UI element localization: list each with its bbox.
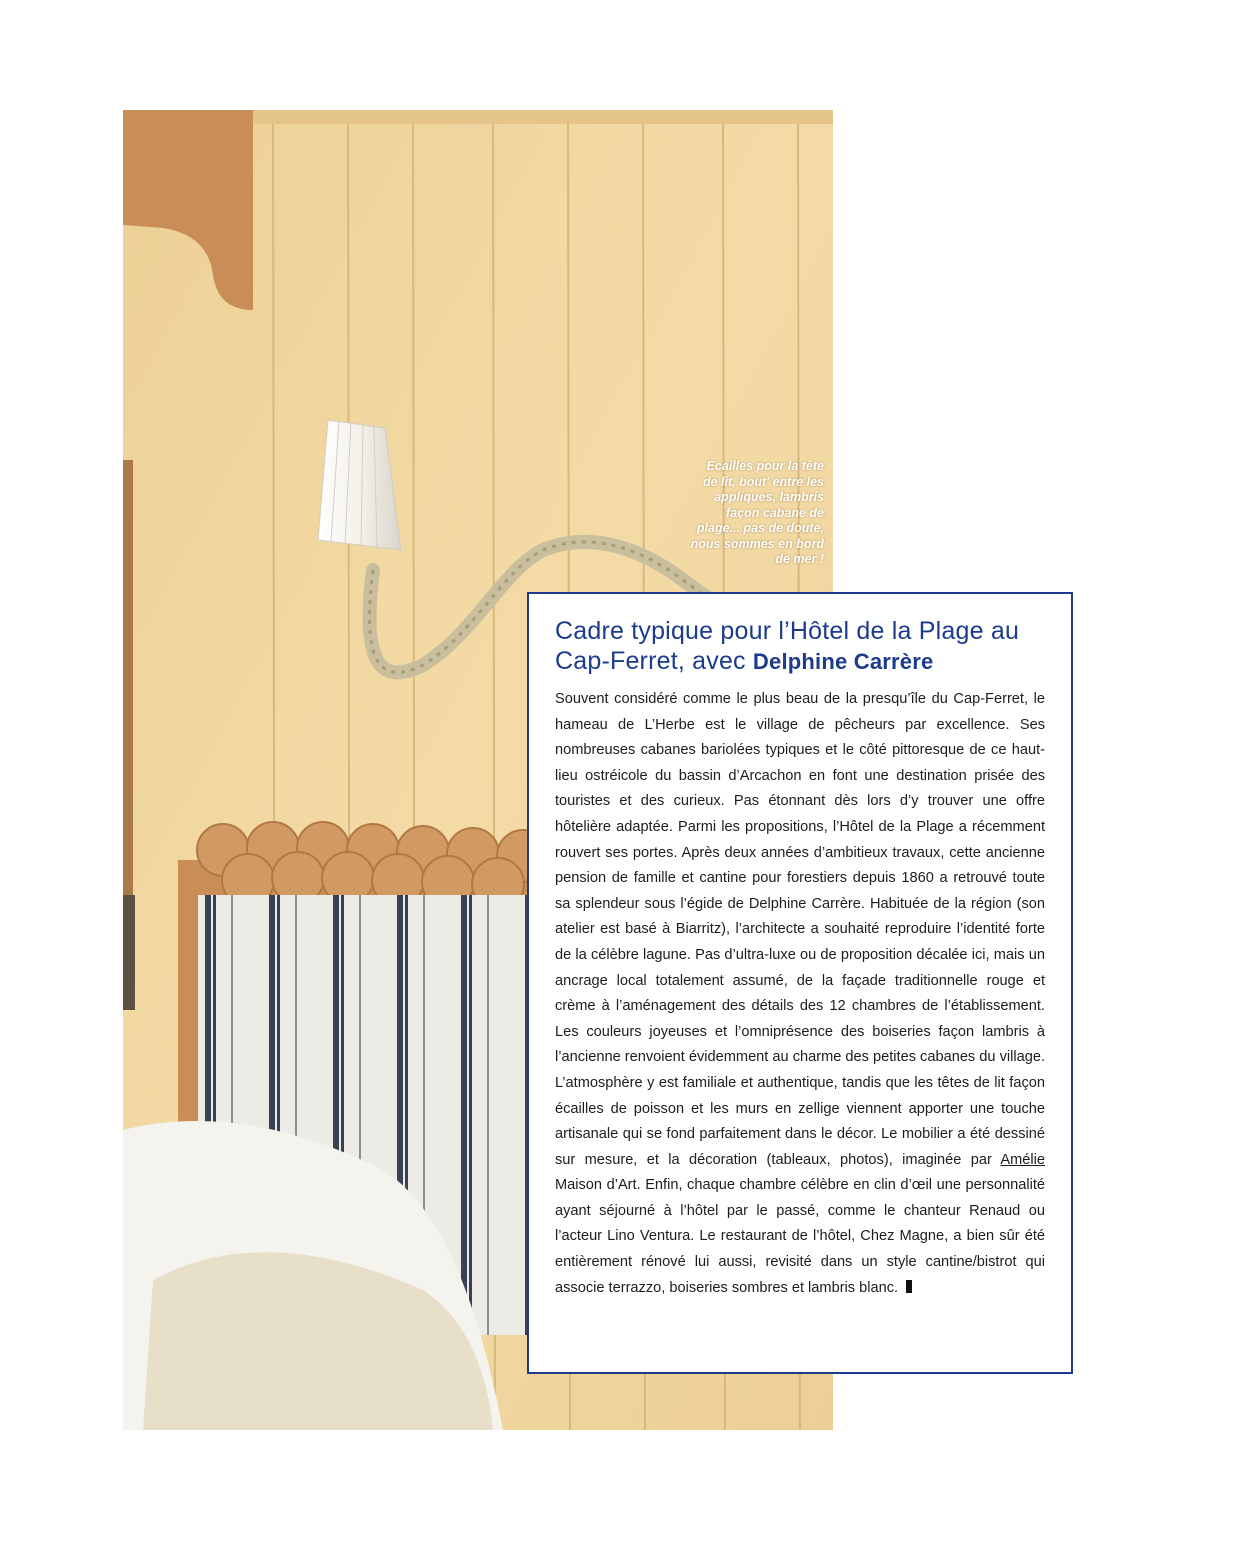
door-frame bbox=[123, 460, 133, 910]
underlined-name: Amélie bbox=[1000, 1151, 1045, 1168]
article-body-part-2: Maison d’Art. Enfin, chaque chambre célèbre en clin d’œil une personnalité ayant séjourné à l’hôtel par le passé, comme le chanteur Renaud ou l’acteur Lino Ventura. Le restaurant de l’hôtel, Chez Magne, a bien sûr été entièrement rénové lui aussi, revisité dans un style cantine/bistrot qui associe terrazzo, boiseries sombres et lambris blanc. bbox=[555, 1177, 1045, 1296]
light-switch bbox=[123, 895, 135, 1010]
article-title-author: Delphine Carrère bbox=[752, 649, 934, 674]
article-title-lead: Cadre typique pour l’Hôtel de la Plage au Cap-Ferret, avec bbox=[555, 617, 1020, 675]
article-body bbox=[555, 687, 1045, 1301]
article-title bbox=[555, 616, 1045, 677]
article-box bbox=[527, 592, 1073, 1374]
end-of-article-mark bbox=[906, 1280, 912, 1293]
photo-caption: Écailles pour la tête de lit, bout' entre les appliques, lambris façon cabane de plage... pas de doute, nous sommes en bord de mer ! bbox=[690, 459, 824, 566]
article-body-part-1: Souvent considéré comme le plus beau de la presqu’île du Cap-Ferret, le hameau de L’Herbe est le village de pêcheurs par excellence. Ses nombreuses cabanes bariolées typiques et le côté pittoresque de ce haut-lieu ostréicole du bassin d’Arcachon en font une destination prisée des touristes et des curieux. Pas étonnant dès lors d’y trouver une offre hôtelière adaptée. Parmi les propositions, l’Hôtel de la Plage a récemment rouvert ses portes. Après deux années d’ambitieux travaux, cette ancienne pension de famille et cantine pour forestiers depuis 1860 a retrouvé toute sa splendeur sous l’égide de Delphine Carrère. Habituée de la région (son atelier est basé à Biarritz), l’architecte a souhaité reproduire l’identité forte de la célèbre lagune. Pas d’ultra-luxe ou de proposition décalée ici, mais un ancrage local totalement assumé, de la façade traditionnelle rouge et crème à l’aménagement des détails des 12 chambres de l’établissement. Les couleurs joyeuses et l’omniprésence des boiseries façon lambris à l’ancienne renvoient évidemment au charme des petites cabanes du village. L’atmosphère y est familiale et authentique, tandis que les têtes de lit façon écailles de poisson et les murs en zellige viennent apporter une touche artisanale qui se fond parfaitement dans le décor. Le mobilier a été dessiné sur mesure, et la décoration (tableaux, photos), imaginée par bbox=[555, 691, 1045, 1168]
